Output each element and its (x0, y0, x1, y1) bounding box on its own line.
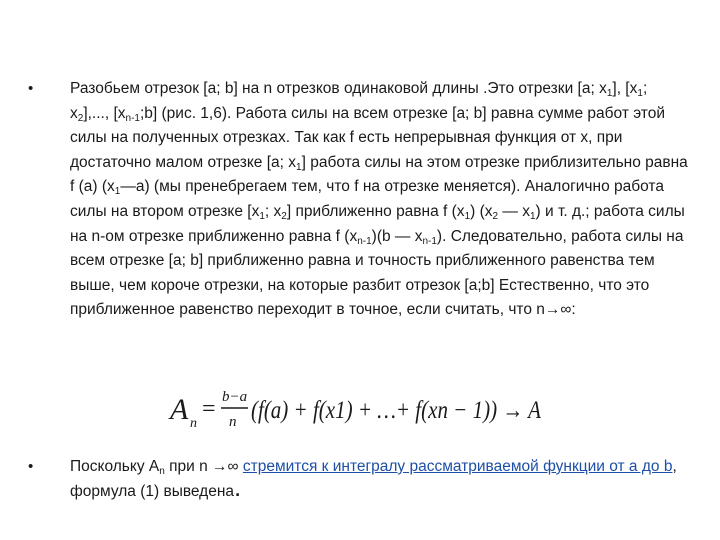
subscript: 1 (464, 210, 471, 222)
bullet-icon: • (28, 458, 34, 475)
formula-sum-expression: (f(a) + f(x1) + …+ f(xn − 1)) → A (251, 397, 542, 424)
text-segment: — x (498, 202, 530, 220)
text-segment: )(b — x (371, 227, 423, 245)
text-segment: при n →∞ (164, 458, 243, 475)
subscript: 2 (281, 210, 287, 222)
bullet-icon: • (28, 80, 34, 97)
subscript: 1 (259, 210, 265, 222)
paragraph-conclusion (70, 455, 688, 504)
text-segment: ; x (70, 80, 648, 122)
text-segment: ) (x (470, 202, 493, 220)
formula-a: A (170, 393, 189, 426)
integral-link[interactable]: стремится к интегралу рассматриваемой функции от a до b (242, 458, 673, 475)
text-segment: Поскольку A (70, 458, 160, 475)
text-segment: ; x (264, 202, 282, 220)
text-segment: , формула (1) выведена (70, 458, 677, 500)
subscript: 2 (492, 210, 499, 222)
formula-image (168, 381, 548, 437)
formula-a-subscript: n (190, 416, 197, 431)
text-segment: ] работа силы на этом отрезке приблизительно равна f (a) (x (70, 153, 688, 196)
subscript: n (159, 466, 165, 477)
text-segment: —a) (мы пренебрегаем тем, что f на отрезке меняется). Аналогично работа силы на втором отрезке [x (70, 178, 664, 220)
formula-fraction-numerator: b−a (222, 389, 248, 405)
subscript: 1 (529, 210, 536, 222)
subscript: n-1 (422, 235, 437, 247)
formula-equals: = (202, 396, 216, 422)
subscript: 2 (77, 112, 84, 124)
subscript: 1 (296, 161, 302, 173)
text-segment: ] приближенно равна f (x (286, 202, 465, 220)
formula-fraction-denominator: n (229, 414, 237, 430)
text-segment: ) и т. д.; работа силы на n-ом отрезке приближенно равна f (x (70, 202, 685, 245)
paragraph-work-partition (70, 77, 688, 323)
text-segment: ], [x (612, 80, 638, 97)
subscript: 1 (606, 88, 613, 99)
text-segment: ],..., [x (83, 104, 126, 122)
subscript: n-1 (357, 235, 372, 247)
text-segment: . (234, 471, 242, 502)
text-segment: Разобьем отрезок [a; b] на n отрезков одинаковой длины .Это отрезки [a; x (70, 80, 607, 97)
subscript: n-1 (125, 112, 140, 124)
text-segment: ). Следовательно, работа силы на всем отрезке [a; b] приближенно равна и точность приближенного равенства тем выше, чем короче отрезки, на которые разбит отрезок [a;b] Естественно, что это приближенное равенство переходит в точное, если считать, что n→∞: (70, 227, 684, 319)
bullet-item-2 (28, 455, 688, 504)
text-segment: ;b] (рис. 1,6). Работа силы на всем отрезке [a; b] равна сумме работ этой силы на полученных отрезках. Так как f есть непрерывная функция от x, при достаточно малом отрезке [a; x (70, 104, 666, 171)
subscript: 1 (637, 88, 643, 99)
subscript: 1 (114, 186, 121, 198)
bullet-item-1 (28, 77, 688, 323)
